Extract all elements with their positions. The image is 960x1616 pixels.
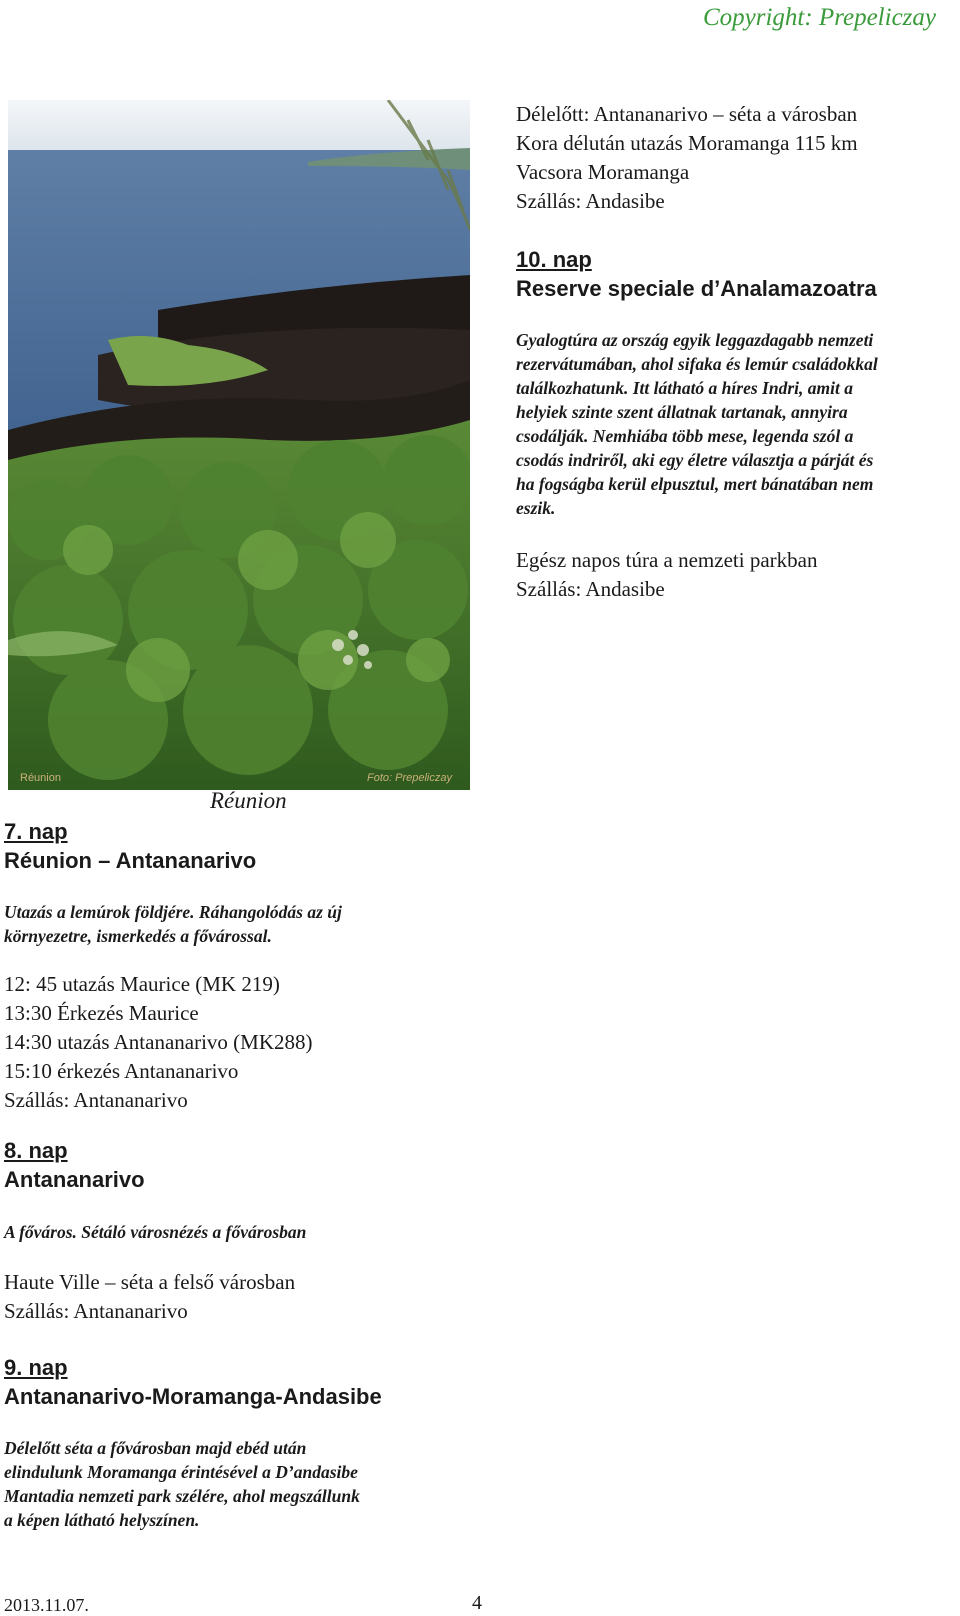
desc-line: Utazás a lemúrok földjére. Ráhangolódás az új	[4, 902, 342, 922]
page-number: 4	[472, 1592, 482, 1614]
plain-line: 15:10 érkezés Antananarivo	[4, 1059, 239, 1083]
day7-description	[4, 900, 464, 948]
plain-line: 13:30 Érkezés Maurice	[4, 1001, 199, 1025]
day9-description	[4, 1436, 474, 1532]
day9-section	[4, 1354, 474, 1412]
plain-line: Szállás: Andasibe	[516, 577, 665, 601]
desc-line: Gyalogtúra az ország egyik leggazdagabb nemzeti	[516, 330, 874, 350]
desc-line: a képen látható helyszínen.	[4, 1510, 200, 1530]
photo-caption: Réunion	[210, 788, 287, 813]
plain-line: Szállás: Antananarivo	[4, 1088, 188, 1112]
intro-line: Délelőtt: Antananarivo – séta a városban	[516, 102, 858, 126]
day8-number: 8. nap	[4, 1138, 68, 1163]
desc-line: környezetre, ismerkedés a fővárossal.	[4, 926, 272, 946]
day8-description	[4, 1220, 464, 1244]
day8-title: Antananarivo	[4, 1167, 145, 1192]
day7-schedule	[4, 970, 464, 1115]
desc-line: rezervátumában, ahol sifaka és lemúr családokkal	[516, 354, 878, 374]
intro-line: Kora délután utazás Moramanga 115 km	[516, 131, 858, 155]
intro-block	[516, 100, 946, 216]
day8-section	[4, 1137, 464, 1195]
day10-section	[516, 246, 956, 304]
desc-line: ha fogságba kerül elpusztul, mert bánatában nem	[516, 474, 874, 494]
day10-plain	[516, 546, 956, 604]
intro-line: Szállás: Andasibe	[516, 189, 665, 213]
plain-line: 12: 45 utazás Maurice (MK 219)	[4, 972, 280, 996]
day10-number: 10. nap	[516, 247, 592, 272]
desc-line: elindulunk Moramanga érintésével a D’andasibe	[4, 1462, 358, 1482]
desc-line: Mantadia nemzeti park szélére, ahol megszállunk	[4, 1486, 360, 1506]
intro-line: Vacsora Moramanga	[516, 160, 690, 184]
desc-line: csodálják. Nemhiába több mese, legenda szól a	[516, 426, 854, 446]
desc-line: eszik.	[516, 498, 556, 518]
footer-date: 2013.11.07.	[4, 1595, 89, 1615]
desc-line: helyiek szinte szent állatnak tartanak, annyira	[516, 402, 848, 422]
plain-line: Haute Ville – séta a felső városban	[4, 1270, 296, 1294]
desc-line: találkozhatunk. Itt látható a híres Indri, amit a	[516, 378, 853, 398]
day7-number: 7. nap	[4, 819, 68, 844]
day7-section	[4, 818, 464, 876]
plain-line: Szállás: Antananarivo	[4, 1299, 188, 1323]
day10-title: Reserve speciale d’Analamazoatra	[516, 276, 877, 301]
photo-stamp-credit: Foto: Prepeliczay	[367, 772, 452, 784]
day8-plain	[4, 1268, 464, 1326]
coast-illustration	[8, 100, 470, 790]
plain-line: 14:30 utazás Antananarivo (MK288)	[4, 1030, 313, 1054]
day10-description	[516, 328, 956, 520]
photo-stamp-location: Réunion	[20, 772, 61, 784]
copyright-note: Copyright: Prepeliczay	[702, 4, 936, 31]
desc-line: Délelőtt séta a fővárosban majd ebéd után	[4, 1438, 307, 1458]
desc-line: csodás indriről, aki egy életre választja a párját és	[516, 450, 874, 470]
day7-title: Réunion – Antananarivo	[4, 848, 257, 873]
reunion-coast-photo	[8, 100, 470, 790]
day9-number: 9. nap	[4, 1355, 68, 1380]
plain-line: Egész napos túra a nemzeti parkban	[516, 548, 818, 572]
day9-title: Antananarivo-Moramanga-Andasibe	[4, 1384, 382, 1409]
desc-line: A főváros. Sétáló városnézés a fővárosban	[4, 1222, 307, 1242]
